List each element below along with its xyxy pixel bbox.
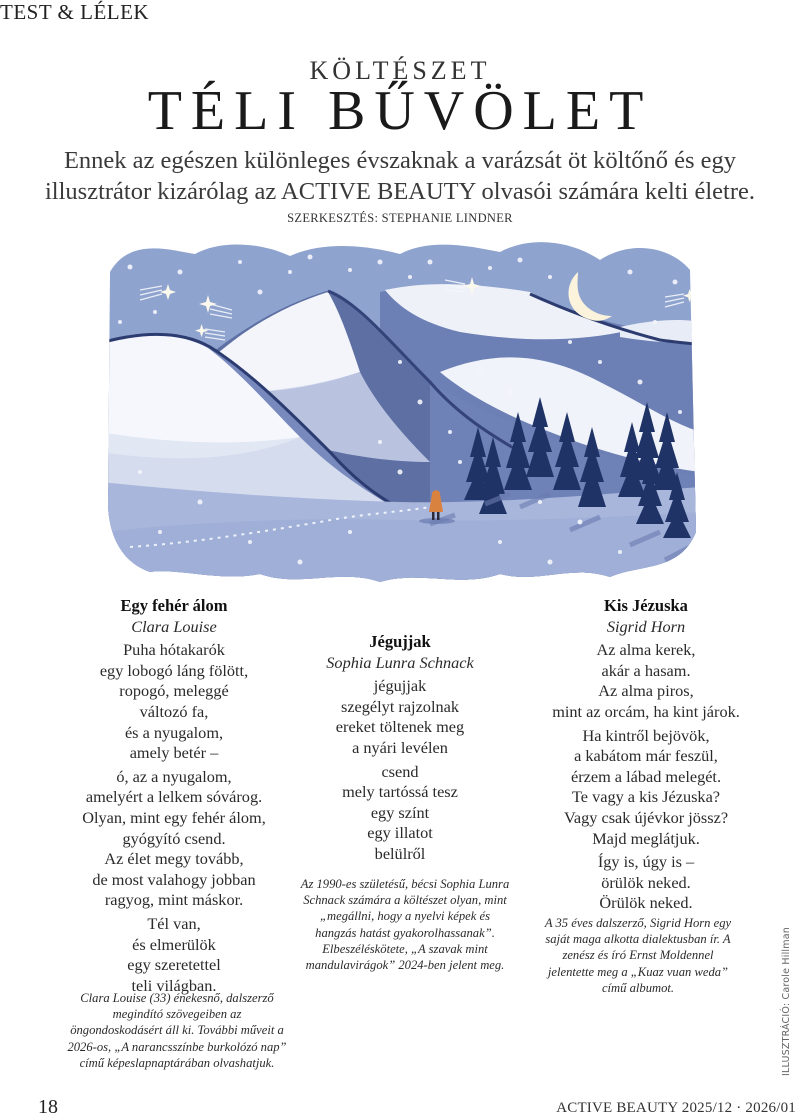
poem-line: Vagy csak újévkor jössz?: [563, 807, 729, 827]
poem-line: a nyári levélen: [352, 737, 448, 757]
poem-line: egy illatot: [367, 823, 433, 843]
winter-landscape-image: [100, 232, 700, 592]
poem-line: Az alma piros,: [598, 681, 694, 701]
poem-line: Te vagy a kis Jézuska?: [571, 787, 721, 807]
byline: SZERKESZTÉS: STEPHANIE LINDNER: [287, 211, 513, 225]
poem-line: és elmerülök: [132, 934, 216, 954]
poem-stanza: [528, 852, 764, 914]
poem-line: érzem a lábad melegét.: [570, 766, 722, 786]
poem-line: változó fa,: [139, 701, 209, 721]
poem-author: Sophia Lunra Schnack: [326, 652, 474, 672]
poem-line: Tél van,: [147, 913, 201, 933]
lede-paragraph: Ennek az egészen különleges évszaknak a varázsát öt költőnő és egy illusztrátor kizárólag az ACTIVE BEAUTY olvasói számára kelti életre.: [44, 147, 756, 205]
poem-line: Örülök neked.: [599, 893, 693, 913]
poem-stanza: [68, 640, 280, 764]
poem-title: Jégujjak: [369, 632, 431, 651]
poem-egy-feher-alom: [68, 596, 280, 996]
poem-author: Clara Louise: [131, 616, 217, 636]
poem-title: Kis Jézuska: [604, 596, 688, 615]
poem-line: és a nyugalom,: [124, 722, 224, 742]
poem-line: mint az orcám, ha kint járok.: [552, 701, 740, 721]
author-bio-clara-louise: Clara Louise (33) énekesnő, dalszerző megindító szövegeiben az öngondoskodásért áll ki. További műveit a 2026-os, „A narancsszínbe burkolózó nap” című képeslapnaptárában olvashatjuk.: [67, 991, 287, 1070]
poem-line: egy lobogó láng fölött,: [99, 660, 249, 680]
poem-line: Ha kintről bejövök,: [582, 725, 710, 745]
poem-line: szegélyt rajzolnak: [341, 696, 459, 716]
poem-stanza: [528, 726, 764, 850]
poem-line: örülök neked.: [601, 872, 691, 892]
poem-line: Az élet megy tovább,: [104, 849, 244, 869]
poem-line: csend: [381, 761, 419, 781]
poem-line: ereket töltenek meg: [335, 717, 465, 737]
poem-author: Sigrid Horn: [606, 616, 686, 636]
poem-line: akár a hasam.: [601, 660, 691, 680]
poem-line: mely tartóssá tesz: [342, 782, 458, 802]
section-tag: TEST & LÉLEK: [0, 0, 150, 24]
author-bio-sophia-lunra-schnack: Az 1990-es születésű, bécsi Sophia Lunra Schnack számára a költészet olyan, mint „megállni, hogy a nyelvi képek és hangzás hatást gyakorolhassanak”. Elbeszéléskötete, „A szavak mint mandulavirágok” 2024-ben jelent meg.: [300, 877, 510, 973]
winter-landscape-illustration: [100, 232, 700, 592]
poem-line: Így is, úgy is –: [597, 852, 695, 872]
poem-line: amely betér –: [129, 743, 219, 763]
poem-stanza: [528, 640, 764, 722]
poem-line: amelyért a lelkem sóvárog.: [85, 787, 263, 807]
poem-line: teli világban.: [131, 975, 217, 995]
poem-line: ó, az a nyugalom,: [116, 766, 232, 786]
poem-line: belülről: [374, 843, 426, 863]
poem-stanza: [280, 676, 520, 758]
poem-title: Egy fehér álom: [120, 596, 228, 615]
publication-footer: ACTIVE BEAUTY 2025/12 · 2026/01: [556, 1100, 796, 1116]
author-bio-sigrid-horn: A 35 éves dalszerző, Sigrid Horn egy saját maga alkotta dialektusban ír. A zenész és író Ernst Moldennel jelentette meg a „Kuaz vuan weda” című albumot.: [544, 916, 732, 995]
poem-stanza: [68, 914, 280, 996]
poem-line: jégujjak: [373, 676, 427, 696]
poem-jegujjak: [280, 632, 520, 865]
poem-kis-jezuska: [528, 596, 764, 914]
poem-line: ropogó, meleggé: [119, 681, 229, 701]
poem-line: gyógyító csend.: [122, 828, 226, 848]
poem-line: de most valahogy jobban: [92, 869, 256, 889]
poem-stanza: [280, 762, 520, 865]
poem-line: ragyog, mint máskor.: [104, 890, 244, 910]
poem-line: a kabátom már feszül,: [574, 746, 718, 766]
illustration-credit: ILLUSZTRÁCIÓ: Carole Hillman: [781, 927, 792, 1076]
page-title: TÉLI BŰVÖLET: [147, 80, 653, 142]
poem-stanza: [68, 767, 280, 911]
poem-line: Az alma kerek,: [596, 640, 696, 660]
poem-line: egy szeretettel: [127, 955, 221, 975]
poem-line: Puha hótakarók: [123, 640, 225, 660]
kicker: KÖLTÉSZET: [309, 56, 491, 85]
poem-line: Olyan, mint egy fehér álom,: [82, 807, 266, 827]
page-number: 18: [38, 1096, 58, 1118]
poem-line: egy színt: [370, 802, 430, 822]
poem-line: Majd meglátjuk.: [592, 828, 700, 848]
